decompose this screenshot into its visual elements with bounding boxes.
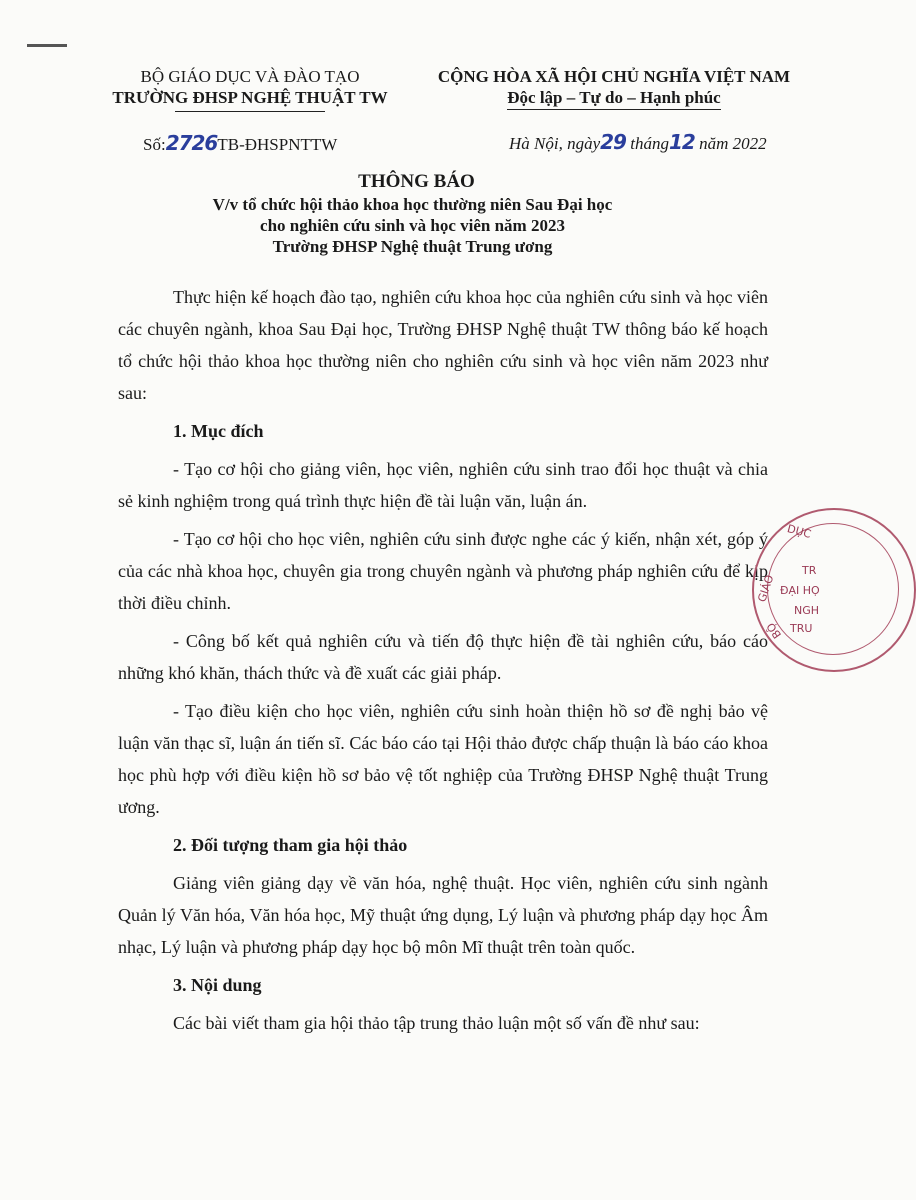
national-header [424,66,804,110]
seal-text-top: DỤC [785,522,813,541]
notice-title-block [0,169,815,257]
seal-line-1: TR [802,564,817,577]
ref-suffix: TB-ĐHSPNTTW [217,135,338,154]
section-2-heading: 2. Đối tượng tham gia hội thảo [173,835,408,855]
seal-text-bottom-left: BỘ [764,620,785,641]
section-3-paragraph: Các bài viết tham gia hội thảo tập trung thảo luận một số vấn đề như sau: [173,1013,700,1033]
official-seal [752,508,916,672]
section-1-item-2: - Tạo cơ hội cho học viên, nghiên cứu sinh được nghe các ý kiến, nhận xét, góp ý của các nhà khoa học, chuyên gia trong chuyên ngành và phương pháp nghiên cứu để kịp thời điều chỉnh. [118,529,768,613]
scan-mark [27,44,67,47]
date-month-handwritten: 12 [668,130,695,154]
seal-line-3: NGH [794,604,820,617]
section-1-item-4: - Tạo điều kiện cho học viên, nghiên cứu sinh hoàn thiện hồ sơ đề nghị bảo vệ luận văn thạc sĩ, luận án tiến sĩ. Các báo cáo tại Hội thảo được chấp thuận là báo cáo khoa học phù hợp với điều kiện hồ sơ bảo vệ tốt nghiệp của Trường ĐHSP Nghệ thuật Trung ương. [118,701,768,817]
ref-prefix: Số: [143,135,166,154]
section-1-item-3: - Công bố kết quả nghiên cứu và tiến độ thực hiện đề tài nghiên cứu, báo cáo những khó khăn, thách thức và đề xuất các giải pháp. [118,631,768,683]
notice-subject-line-2: cho nghiên cứu sinh và học viên năm 2023 [260,216,565,235]
header-underline [175,111,325,112]
intro-paragraph: Thực hiện kế hoạch đào tạo, nghiên cứu khoa học của nghiên cứu sinh và học viên các chuyên ngành, khoa Sau Đại học, Trường ĐHSP Nghệ thuật TW thông báo kế hoạch tổ chức hội thảo khoa học thường niên cho nghiên cứu sinh và học viên năm 2023 như sau: [118,287,768,403]
date-place: Hà Nội, ngày [509,134,601,153]
document-number [143,131,337,155]
national-motto: Độc lập – Tự do – Hạnh phúc [507,87,720,110]
ref-number-handwritten: 2726 [165,131,218,155]
section-1-item-1: - Tạo cơ hội cho giảng viên, học viên, nghiên cứu sinh trao đổi học thuật và chia sẻ kinh nghiệm trong quá trình thực hiện đề tài luận văn, luận án. [118,459,768,511]
notice-body [118,281,768,1039]
seal-text-left: GIÁO [755,573,777,604]
issuer-header [100,66,400,112]
issue-date [509,130,767,154]
country-name: CỘNG HÒA XÃ HỘI CHỦ NGHĨA VIỆT NAM [437,67,791,86]
notice-subject-line-1: V/v tổ chức hội thảo khoa học thường niên Sau Đại học [212,195,613,214]
notice-title: THÔNG BÁO [358,171,475,192]
ministry-name: BỘ GIÁO DỤC VÀ ĐÀO TẠO [140,67,360,86]
date-year: năm 2022 [699,134,767,153]
section-1-heading: 1. Mục đích [173,421,264,441]
date-month-label: tháng [630,134,669,153]
date-day-handwritten: 29 [600,130,626,154]
seal-line-4: TRU [790,622,813,635]
section-3-heading: 3. Nội dung [173,975,262,995]
seal-line-2: ĐẠI HỌ [780,584,820,597]
notice-subject-line-3: Trường ĐHSP Nghệ thuật Trung ương [272,237,553,256]
section-2-paragraph: Giảng viên giảng dạy về văn hóa, nghệ thuật. Học viên, nghiên cứu sinh ngành Quản lý Văn hóa, Văn hóa học, Mỹ thuật ứng dụng, Lý luận và phương pháp dạy học Âm nhạc, Lý luận và phương pháp dạy học bộ môn Mĩ thuật trên toàn quốc. [118,873,768,957]
school-name: TRƯỜNG ĐHSP NGHỆ THUẬT TW [112,88,388,107]
